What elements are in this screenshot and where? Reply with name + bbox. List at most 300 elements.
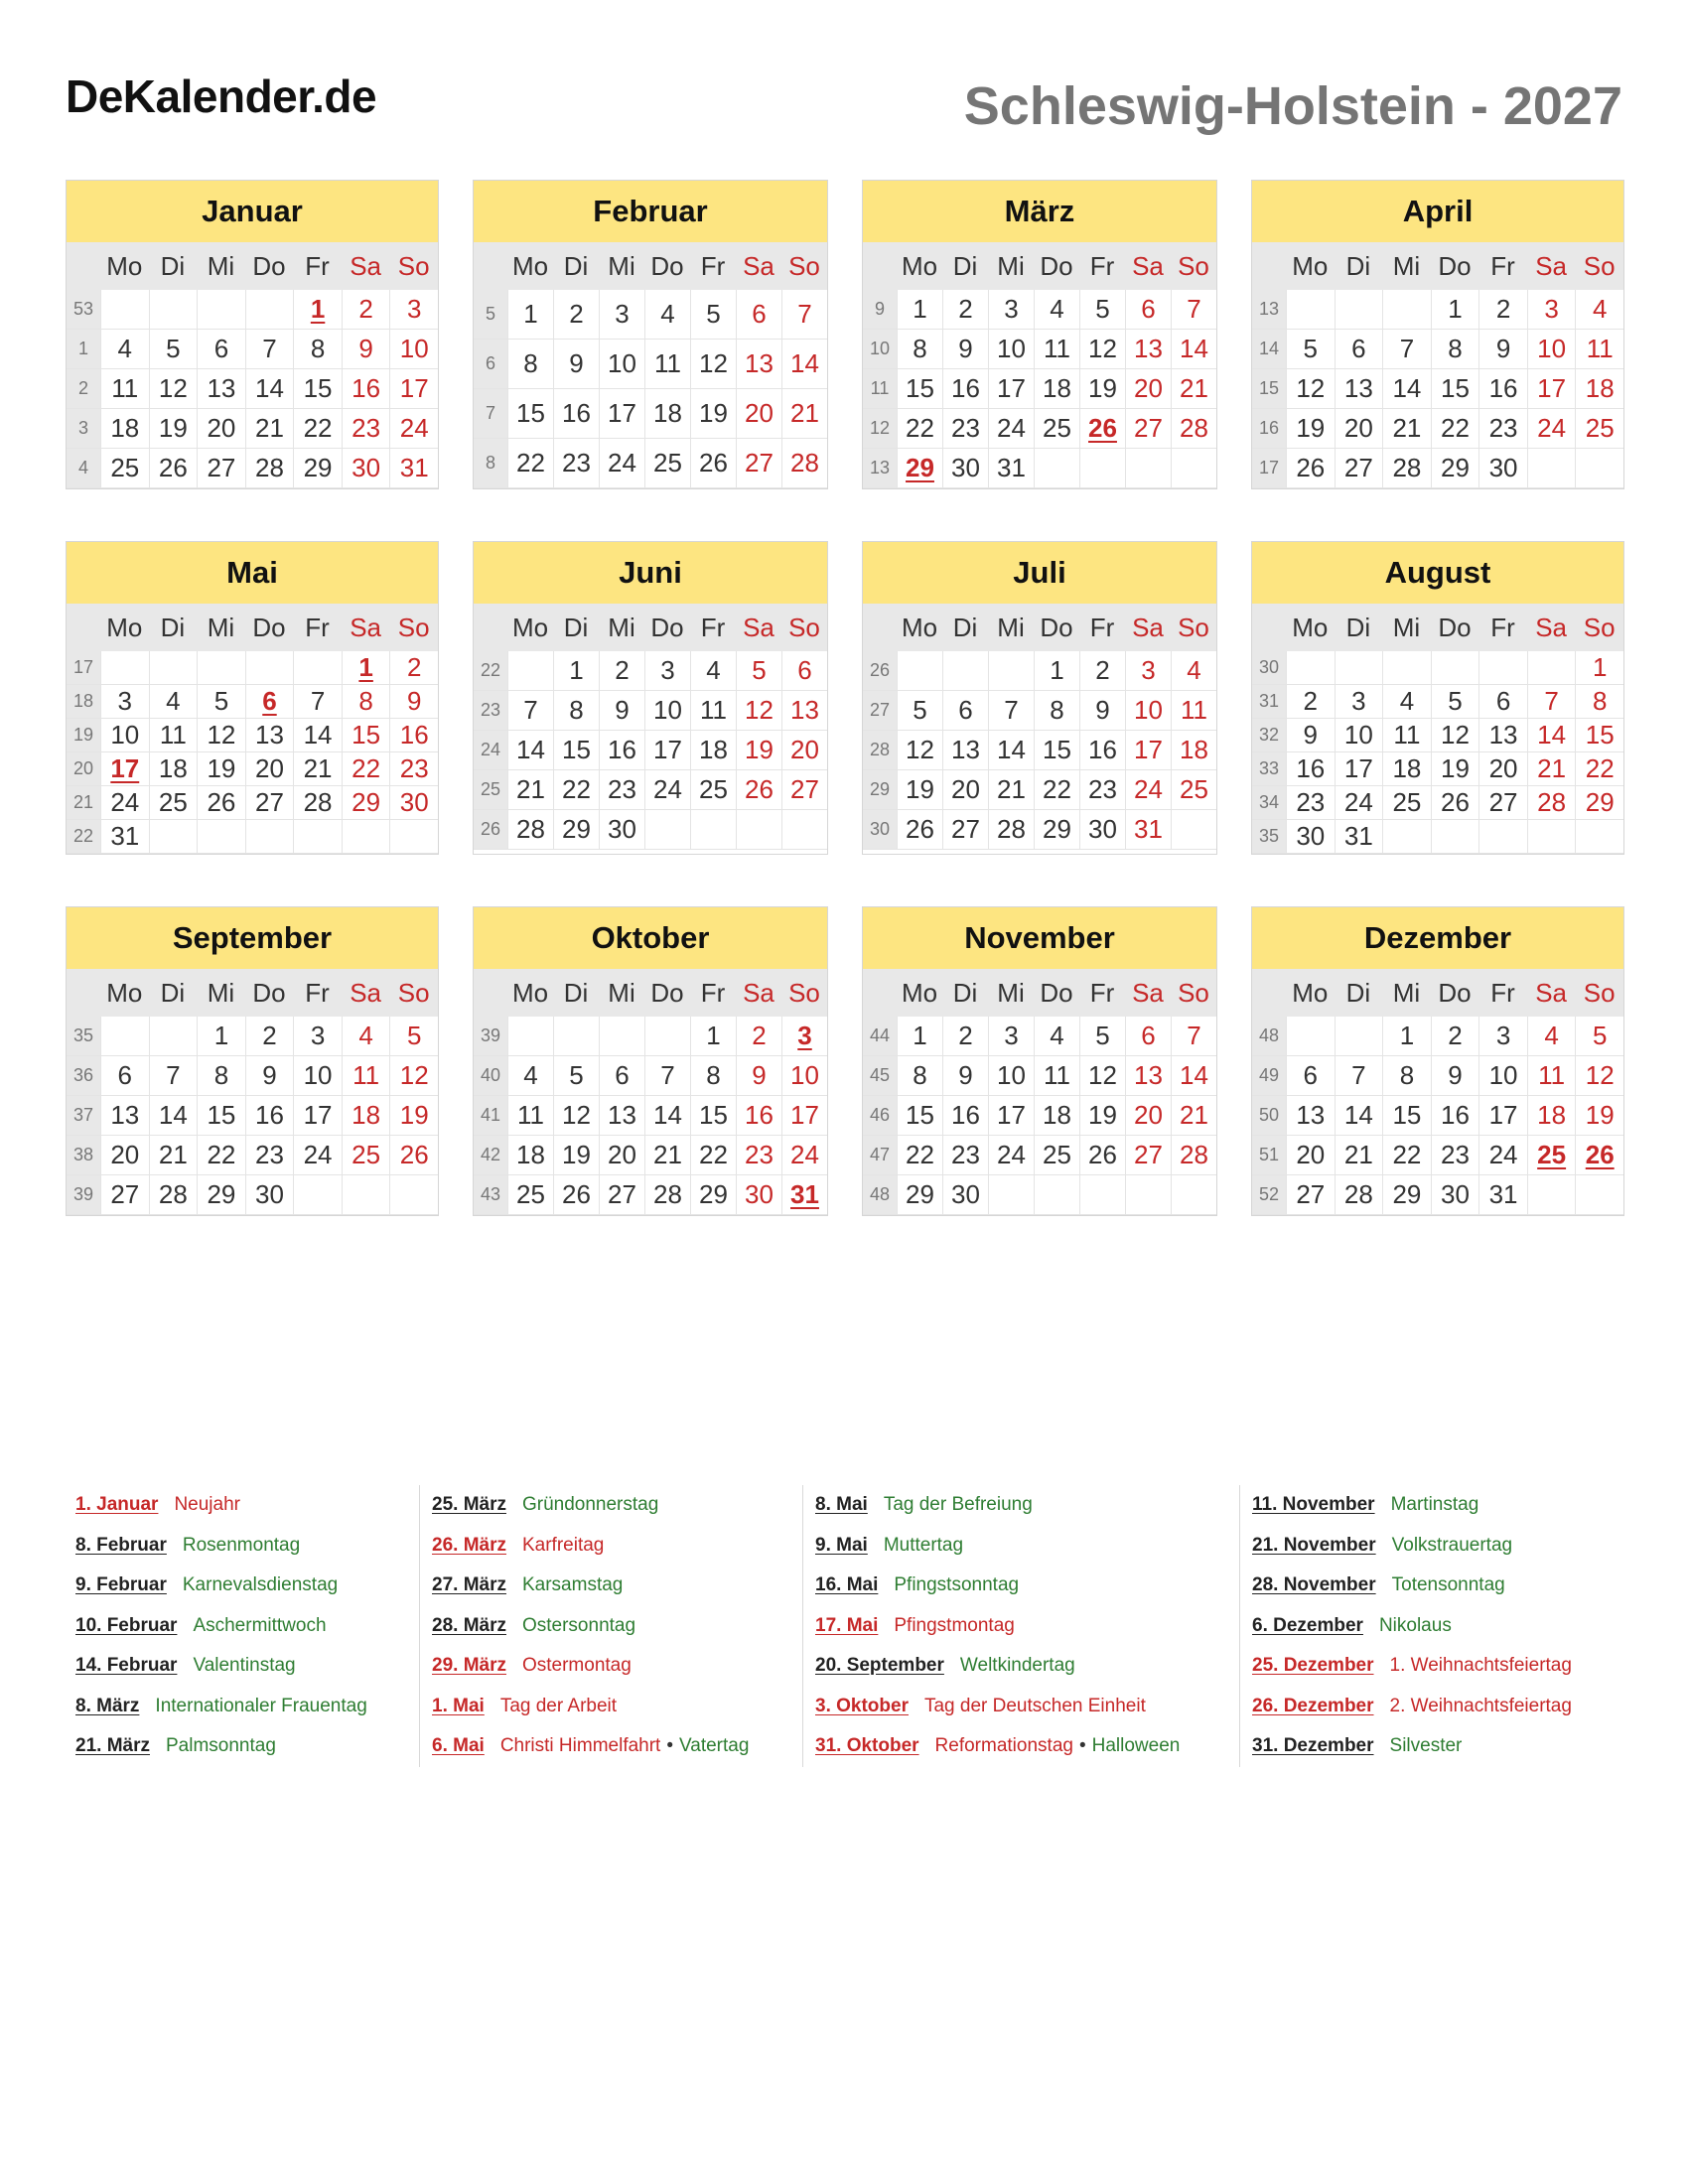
day-cell: 12 xyxy=(1575,1056,1623,1096)
day-cell: 5 xyxy=(690,290,736,340)
day-cell: 18 xyxy=(1382,752,1431,786)
holiday-date: 17. Mai xyxy=(815,1614,879,1636)
holiday-date: 29. März xyxy=(432,1655,506,1677)
day-cell: 18 xyxy=(1575,369,1623,409)
day-cell: 24 xyxy=(389,409,438,449)
weekday-header: Sa xyxy=(1125,242,1171,290)
week-number: 13 xyxy=(1252,290,1286,330)
day-cell: 5 xyxy=(1431,685,1479,719)
day-cell: 6 xyxy=(942,691,988,731)
month-3 xyxy=(1251,180,1624,489)
day-cell: 30 xyxy=(1286,820,1335,854)
day-cell: 9 xyxy=(553,340,599,389)
holiday-item xyxy=(815,1687,1239,1727)
month-title: Juli xyxy=(863,542,1216,604)
week-number: 7 xyxy=(474,389,507,439)
day-cell: 11 xyxy=(644,340,690,389)
week-number: 43 xyxy=(474,1175,507,1215)
holiday-item xyxy=(1252,1606,1624,1647)
day-cell: 30 xyxy=(342,449,390,488)
day-cell: 27 xyxy=(1478,786,1527,820)
holiday-date: 28. März xyxy=(432,1614,506,1636)
day-cell: 15 xyxy=(553,731,599,770)
day-cell: 21 xyxy=(988,770,1034,810)
week-number: 25 xyxy=(474,770,507,810)
day-cell: 3 xyxy=(1478,1017,1527,1056)
day-cell: 25 xyxy=(100,449,149,488)
holiday-name: Neujahr xyxy=(174,1494,240,1516)
day-cell: 26 xyxy=(1431,786,1479,820)
empty-day-cell xyxy=(1527,820,1576,854)
weekday-header: Di xyxy=(553,242,599,290)
day-cell: 26 xyxy=(1575,1136,1623,1175)
month-4 xyxy=(66,541,439,855)
holiday-date: 8. Februar xyxy=(75,1534,167,1556)
day-cell: 5 xyxy=(1079,290,1125,330)
day-cell: 31 xyxy=(389,449,438,488)
holiday-name: Volkstrauertag xyxy=(1391,1534,1513,1556)
day-cell: 5 xyxy=(389,1017,438,1056)
day-cell: 12 xyxy=(553,1096,599,1136)
day-cell: 6 xyxy=(1335,330,1383,369)
weekday-header: Di xyxy=(553,969,599,1017)
week-number: 48 xyxy=(863,1175,897,1215)
empty-day-cell xyxy=(100,1017,149,1056)
day-cell: 29 xyxy=(197,1175,245,1215)
weekday-header: Fr xyxy=(1478,969,1527,1017)
month-0 xyxy=(66,180,439,489)
day-cell: 24 xyxy=(100,786,149,820)
day-cell: 28 xyxy=(1335,1175,1383,1215)
holiday-name: Tag der Befreiung xyxy=(883,1494,1033,1516)
week-number: 37 xyxy=(67,1096,100,1136)
day-cell: 15 xyxy=(342,719,390,752)
day-cell: 15 xyxy=(1382,1096,1431,1136)
week-number: 9 xyxy=(863,290,897,330)
empty-day-cell xyxy=(149,820,198,854)
weekday-header: Di xyxy=(1335,242,1383,290)
holiday-date: 31. Dezember xyxy=(1252,1735,1374,1757)
day-cell: 13 xyxy=(1478,719,1527,752)
weekday-header: So xyxy=(1171,969,1216,1017)
day-cell: 14 xyxy=(1382,369,1431,409)
day-cell: 2 xyxy=(942,1017,988,1056)
day-cell: 20 xyxy=(1125,369,1171,409)
day-cell: 29 xyxy=(1382,1175,1431,1215)
day-cell: 9 xyxy=(1478,330,1527,369)
day-cell: 21 xyxy=(1335,1136,1383,1175)
day-cell: 9 xyxy=(942,330,988,369)
day-cell: 29 xyxy=(897,449,942,488)
day-cell: 25 xyxy=(342,1136,390,1175)
day-cell: 13 xyxy=(1125,330,1171,369)
day-cell: 9 xyxy=(389,685,438,719)
weekday-header: Di xyxy=(149,604,198,651)
day-cell: 17 xyxy=(988,1096,1034,1136)
day-cell: 2 xyxy=(599,651,644,691)
day-cell: 19 xyxy=(389,1096,438,1136)
day-cell: 24 xyxy=(293,1136,342,1175)
day-cell: 30 xyxy=(1431,1175,1479,1215)
empty-day-cell xyxy=(1171,449,1216,488)
month-title: Januar xyxy=(67,181,438,242)
day-cell: 6 xyxy=(245,685,294,719)
day-cell: 2 xyxy=(342,290,390,330)
holiday-item xyxy=(75,1726,419,1767)
day-cell: 15 xyxy=(507,389,553,439)
day-cell: 11 xyxy=(342,1056,390,1096)
day-cell: 22 xyxy=(897,1136,942,1175)
day-cell: 23 xyxy=(1286,786,1335,820)
week-number: 29 xyxy=(863,770,897,810)
day-cell: 2 xyxy=(1079,651,1125,691)
day-cell: 4 xyxy=(1382,685,1431,719)
day-cell: 27 xyxy=(100,1175,149,1215)
holiday-name: Muttertag xyxy=(883,1534,964,1556)
weekday-header: Mi xyxy=(197,604,245,651)
day-cell: 22 xyxy=(342,752,390,786)
weekday-header: So xyxy=(389,242,438,290)
day-cell: 3 xyxy=(1527,290,1576,330)
day-cell: 4 xyxy=(149,685,198,719)
empty-day-cell xyxy=(293,1175,342,1215)
day-cell: 17 xyxy=(1478,1096,1527,1136)
day-cell: 9 xyxy=(1079,691,1125,731)
day-cell: 20 xyxy=(100,1136,149,1175)
day-cell: 1 xyxy=(197,1017,245,1056)
day-cell: 6 xyxy=(599,1056,644,1096)
day-cell: 10 xyxy=(781,1056,827,1096)
week-number: 35 xyxy=(67,1017,100,1056)
day-cell: 1 xyxy=(690,1017,736,1056)
day-cell: 4 xyxy=(1527,1017,1576,1056)
empty-day-cell xyxy=(245,290,294,330)
weekday-header: Sa xyxy=(736,969,781,1017)
holiday-extra-name: Vatertag xyxy=(679,1735,750,1757)
day-cell: 12 xyxy=(197,719,245,752)
empty-day-cell xyxy=(1335,651,1383,685)
week-number: 23 xyxy=(474,691,507,731)
day-cell: 2 xyxy=(942,290,988,330)
holiday-item xyxy=(815,1646,1239,1687)
weekday-header: Di xyxy=(942,604,988,651)
week-number: 22 xyxy=(474,651,507,691)
weekday-header: So xyxy=(781,242,827,290)
month-2 xyxy=(862,180,1217,489)
day-cell: 1 xyxy=(507,290,553,340)
day-cell: 8 xyxy=(1575,685,1623,719)
week-number: 39 xyxy=(67,1175,100,1215)
weekday-header: Sa xyxy=(1125,604,1171,651)
day-cell: 26 xyxy=(1079,1136,1125,1175)
day-cell: 24 xyxy=(599,439,644,488)
day-cell: 22 xyxy=(197,1136,245,1175)
day-cell: 16 xyxy=(553,389,599,439)
day-cell: 10 xyxy=(599,340,644,389)
holiday-item xyxy=(815,1485,1239,1526)
day-cell: 8 xyxy=(690,1056,736,1096)
day-cell: 7 xyxy=(1382,330,1431,369)
day-cell: 6 xyxy=(1125,1017,1171,1056)
day-cell: 7 xyxy=(149,1056,198,1096)
day-cell: 23 xyxy=(1079,770,1125,810)
day-cell: 27 xyxy=(1125,409,1171,449)
day-cell: 1 xyxy=(897,1017,942,1056)
day-cell: 11 xyxy=(1034,330,1079,369)
weekday-header: So xyxy=(389,969,438,1017)
day-cell: 7 xyxy=(1171,290,1216,330)
day-cell: 18 xyxy=(690,731,736,770)
day-cell: 17 xyxy=(988,369,1034,409)
holiday-date: 25. März xyxy=(432,1494,506,1516)
holiday-date: 20. September xyxy=(815,1655,944,1677)
day-cell: 30 xyxy=(942,1175,988,1215)
week-number: 1 xyxy=(67,330,100,369)
holiday-name: Nikolaus xyxy=(1378,1614,1452,1636)
week-number-header xyxy=(863,242,897,290)
day-cell: 27 xyxy=(1286,1175,1335,1215)
weekday-header: Mi xyxy=(988,969,1034,1017)
day-cell: 10 xyxy=(644,691,690,731)
day-cell: 9 xyxy=(342,330,390,369)
day-cell: 22 xyxy=(293,409,342,449)
day-cell: 20 xyxy=(197,409,245,449)
day-cell: 31 xyxy=(1478,1175,1527,1215)
week-number: 44 xyxy=(863,1017,897,1056)
empty-day-cell xyxy=(988,1175,1034,1215)
weekday-header: Sa xyxy=(342,242,390,290)
holiday-item xyxy=(1252,1687,1624,1727)
day-cell: 14 xyxy=(1171,330,1216,369)
empty-day-cell xyxy=(988,651,1034,691)
week-number: 51 xyxy=(1252,1136,1286,1175)
empty-day-cell xyxy=(1171,1175,1216,1215)
week-number: 10 xyxy=(863,330,897,369)
day-cell: 23 xyxy=(389,752,438,786)
day-cell: 23 xyxy=(553,439,599,488)
day-cell: 19 xyxy=(1575,1096,1623,1136)
empty-day-cell xyxy=(1125,449,1171,488)
holiday-item xyxy=(75,1606,419,1647)
empty-day-cell xyxy=(197,651,245,685)
day-cell: 28 xyxy=(1171,1136,1216,1175)
week-number: 26 xyxy=(474,810,507,850)
day-cell: 11 xyxy=(1034,1056,1079,1096)
weekday-header: Mo xyxy=(507,969,553,1017)
day-cell: 9 xyxy=(599,691,644,731)
month-1 xyxy=(473,180,828,489)
week-number: 17 xyxy=(67,651,100,685)
day-cell: 22 xyxy=(690,1136,736,1175)
empty-day-cell xyxy=(245,651,294,685)
month-title: Oktober xyxy=(474,907,827,969)
day-cell: 14 xyxy=(1335,1096,1383,1136)
day-cell: 22 xyxy=(897,409,942,449)
day-cell: 26 xyxy=(553,1175,599,1215)
day-cell: 28 xyxy=(507,810,553,850)
day-cell: 28 xyxy=(1382,449,1431,488)
week-number: 40 xyxy=(474,1056,507,1096)
week-number: 3 xyxy=(67,409,100,449)
day-cell: 31 xyxy=(781,1175,827,1215)
month-days-grid xyxy=(863,242,1216,488)
holiday-item xyxy=(432,1646,802,1687)
day-cell: 26 xyxy=(197,786,245,820)
week-number: 46 xyxy=(863,1096,897,1136)
brand-logo: DeKalender.de xyxy=(66,70,377,122)
empty-day-cell xyxy=(1286,290,1335,330)
holiday-name: Karfreitag xyxy=(521,1534,605,1556)
day-cell: 17 xyxy=(599,389,644,439)
weekday-header: Di xyxy=(942,242,988,290)
empty-day-cell xyxy=(389,820,438,854)
holiday-name: Pfingstmontag xyxy=(894,1614,1015,1636)
day-cell: 5 xyxy=(736,651,781,691)
holiday-item xyxy=(432,1726,802,1767)
week-number-header xyxy=(474,969,507,1017)
day-cell: 22 xyxy=(1034,770,1079,810)
day-cell: 10 xyxy=(1478,1056,1527,1096)
holiday-item xyxy=(1252,1485,1624,1526)
week-number: 31 xyxy=(1252,685,1286,719)
holiday-item xyxy=(1252,1726,1624,1767)
empty-day-cell xyxy=(1171,810,1216,850)
holiday-column xyxy=(802,1485,1239,1767)
day-cell: 26 xyxy=(149,449,198,488)
week-number: 35 xyxy=(1252,820,1286,854)
weekday-header: Mi xyxy=(599,242,644,290)
week-number: 53 xyxy=(67,290,100,330)
empty-day-cell xyxy=(1382,820,1431,854)
day-cell: 7 xyxy=(293,685,342,719)
day-cell: 3 xyxy=(644,651,690,691)
day-cell: 25 xyxy=(1575,409,1623,449)
month-7 xyxy=(1251,541,1624,855)
day-cell: 10 xyxy=(389,330,438,369)
holiday-name: Reformationstag xyxy=(934,1735,1073,1757)
weekday-header: Fr xyxy=(1079,969,1125,1017)
day-cell: 7 xyxy=(988,691,1034,731)
day-cell: 21 xyxy=(1382,409,1431,449)
day-cell: 29 xyxy=(1575,786,1623,820)
day-cell: 23 xyxy=(342,409,390,449)
day-cell: 3 xyxy=(1335,685,1383,719)
day-cell: 25 xyxy=(1034,409,1079,449)
day-cell: 5 xyxy=(897,691,942,731)
holiday-date: 10. Februar xyxy=(75,1614,178,1636)
day-cell: 31 xyxy=(100,820,149,854)
day-cell: 16 xyxy=(599,731,644,770)
day-cell: 16 xyxy=(1079,731,1125,770)
holiday-item xyxy=(75,1687,419,1727)
week-number: 6 xyxy=(474,340,507,389)
weekday-header: Do xyxy=(245,969,294,1017)
day-cell: 24 xyxy=(1335,786,1383,820)
weekday-header: Mi xyxy=(599,604,644,651)
day-cell: 18 xyxy=(644,389,690,439)
day-cell: 12 xyxy=(736,691,781,731)
weekday-header: Fr xyxy=(690,242,736,290)
day-cell: 21 xyxy=(781,389,827,439)
month-days-grid xyxy=(67,969,438,1215)
day-cell: 19 xyxy=(149,409,198,449)
holiday-column xyxy=(66,1485,419,1767)
weekday-header: Mo xyxy=(1286,604,1335,651)
day-cell: 17 xyxy=(1335,752,1383,786)
day-cell: 18 xyxy=(1034,1096,1079,1136)
day-cell: 13 xyxy=(781,691,827,731)
empty-day-cell xyxy=(1527,449,1576,488)
day-cell: 18 xyxy=(1527,1096,1576,1136)
day-cell: 25 xyxy=(149,786,198,820)
day-cell: 17 xyxy=(1125,731,1171,770)
week-number: 12 xyxy=(863,409,897,449)
weekday-header: So xyxy=(781,969,827,1017)
weekday-header: Mi xyxy=(1382,242,1431,290)
weekday-header: Di xyxy=(1335,969,1383,1017)
day-cell: 28 xyxy=(644,1175,690,1215)
day-cell: 21 xyxy=(1171,369,1216,409)
holiday-item xyxy=(432,1485,802,1526)
day-cell: 24 xyxy=(781,1136,827,1175)
day-cell: 24 xyxy=(988,1136,1034,1175)
day-cell: 10 xyxy=(988,1056,1034,1096)
day-cell: 25 xyxy=(690,770,736,810)
weekday-header: Mo xyxy=(897,604,942,651)
day-cell: 30 xyxy=(1478,449,1527,488)
month-days-grid xyxy=(474,969,827,1215)
empty-day-cell xyxy=(100,651,149,685)
empty-day-cell xyxy=(1527,651,1576,685)
day-cell: 19 xyxy=(897,770,942,810)
week-number: 8 xyxy=(474,439,507,488)
day-cell: 11 xyxy=(149,719,198,752)
day-cell: 22 xyxy=(553,770,599,810)
day-cell: 25 xyxy=(1171,770,1216,810)
holiday-name: 1. Weihnachtsfeiertag xyxy=(1389,1655,1572,1677)
month-days-grid xyxy=(67,242,438,488)
day-cell: 20 xyxy=(599,1136,644,1175)
holiday-date: 9. Februar xyxy=(75,1574,167,1596)
day-cell: 3 xyxy=(599,290,644,340)
weekday-header: Mo xyxy=(897,242,942,290)
weekday-header: Mo xyxy=(507,242,553,290)
holiday-name: Silvester xyxy=(1389,1735,1463,1757)
holiday-name: Martinstag xyxy=(1390,1494,1479,1516)
weekday-header: So xyxy=(1575,969,1623,1017)
day-cell: 5 xyxy=(149,330,198,369)
month-days-grid xyxy=(1252,604,1623,854)
day-cell: 8 xyxy=(197,1056,245,1096)
week-number: 11 xyxy=(863,369,897,409)
holiday-date: 8. März xyxy=(75,1695,140,1716)
holiday-item xyxy=(75,1485,419,1526)
holiday-name: Christi Himmelfahrt xyxy=(499,1735,661,1757)
day-cell: 31 xyxy=(988,449,1034,488)
week-number-header xyxy=(1252,969,1286,1017)
day-cell: 9 xyxy=(1286,719,1335,752)
empty-day-cell xyxy=(553,1017,599,1056)
holiday-date: 9. Mai xyxy=(815,1534,868,1556)
holiday-item xyxy=(1252,1646,1624,1687)
empty-day-cell xyxy=(897,651,942,691)
day-cell: 17 xyxy=(389,369,438,409)
day-cell: 28 xyxy=(1171,409,1216,449)
week-number: 19 xyxy=(67,719,100,752)
weekday-header: Fr xyxy=(293,969,342,1017)
month-title: April xyxy=(1252,181,1623,242)
day-cell: 6 xyxy=(1286,1056,1335,1096)
